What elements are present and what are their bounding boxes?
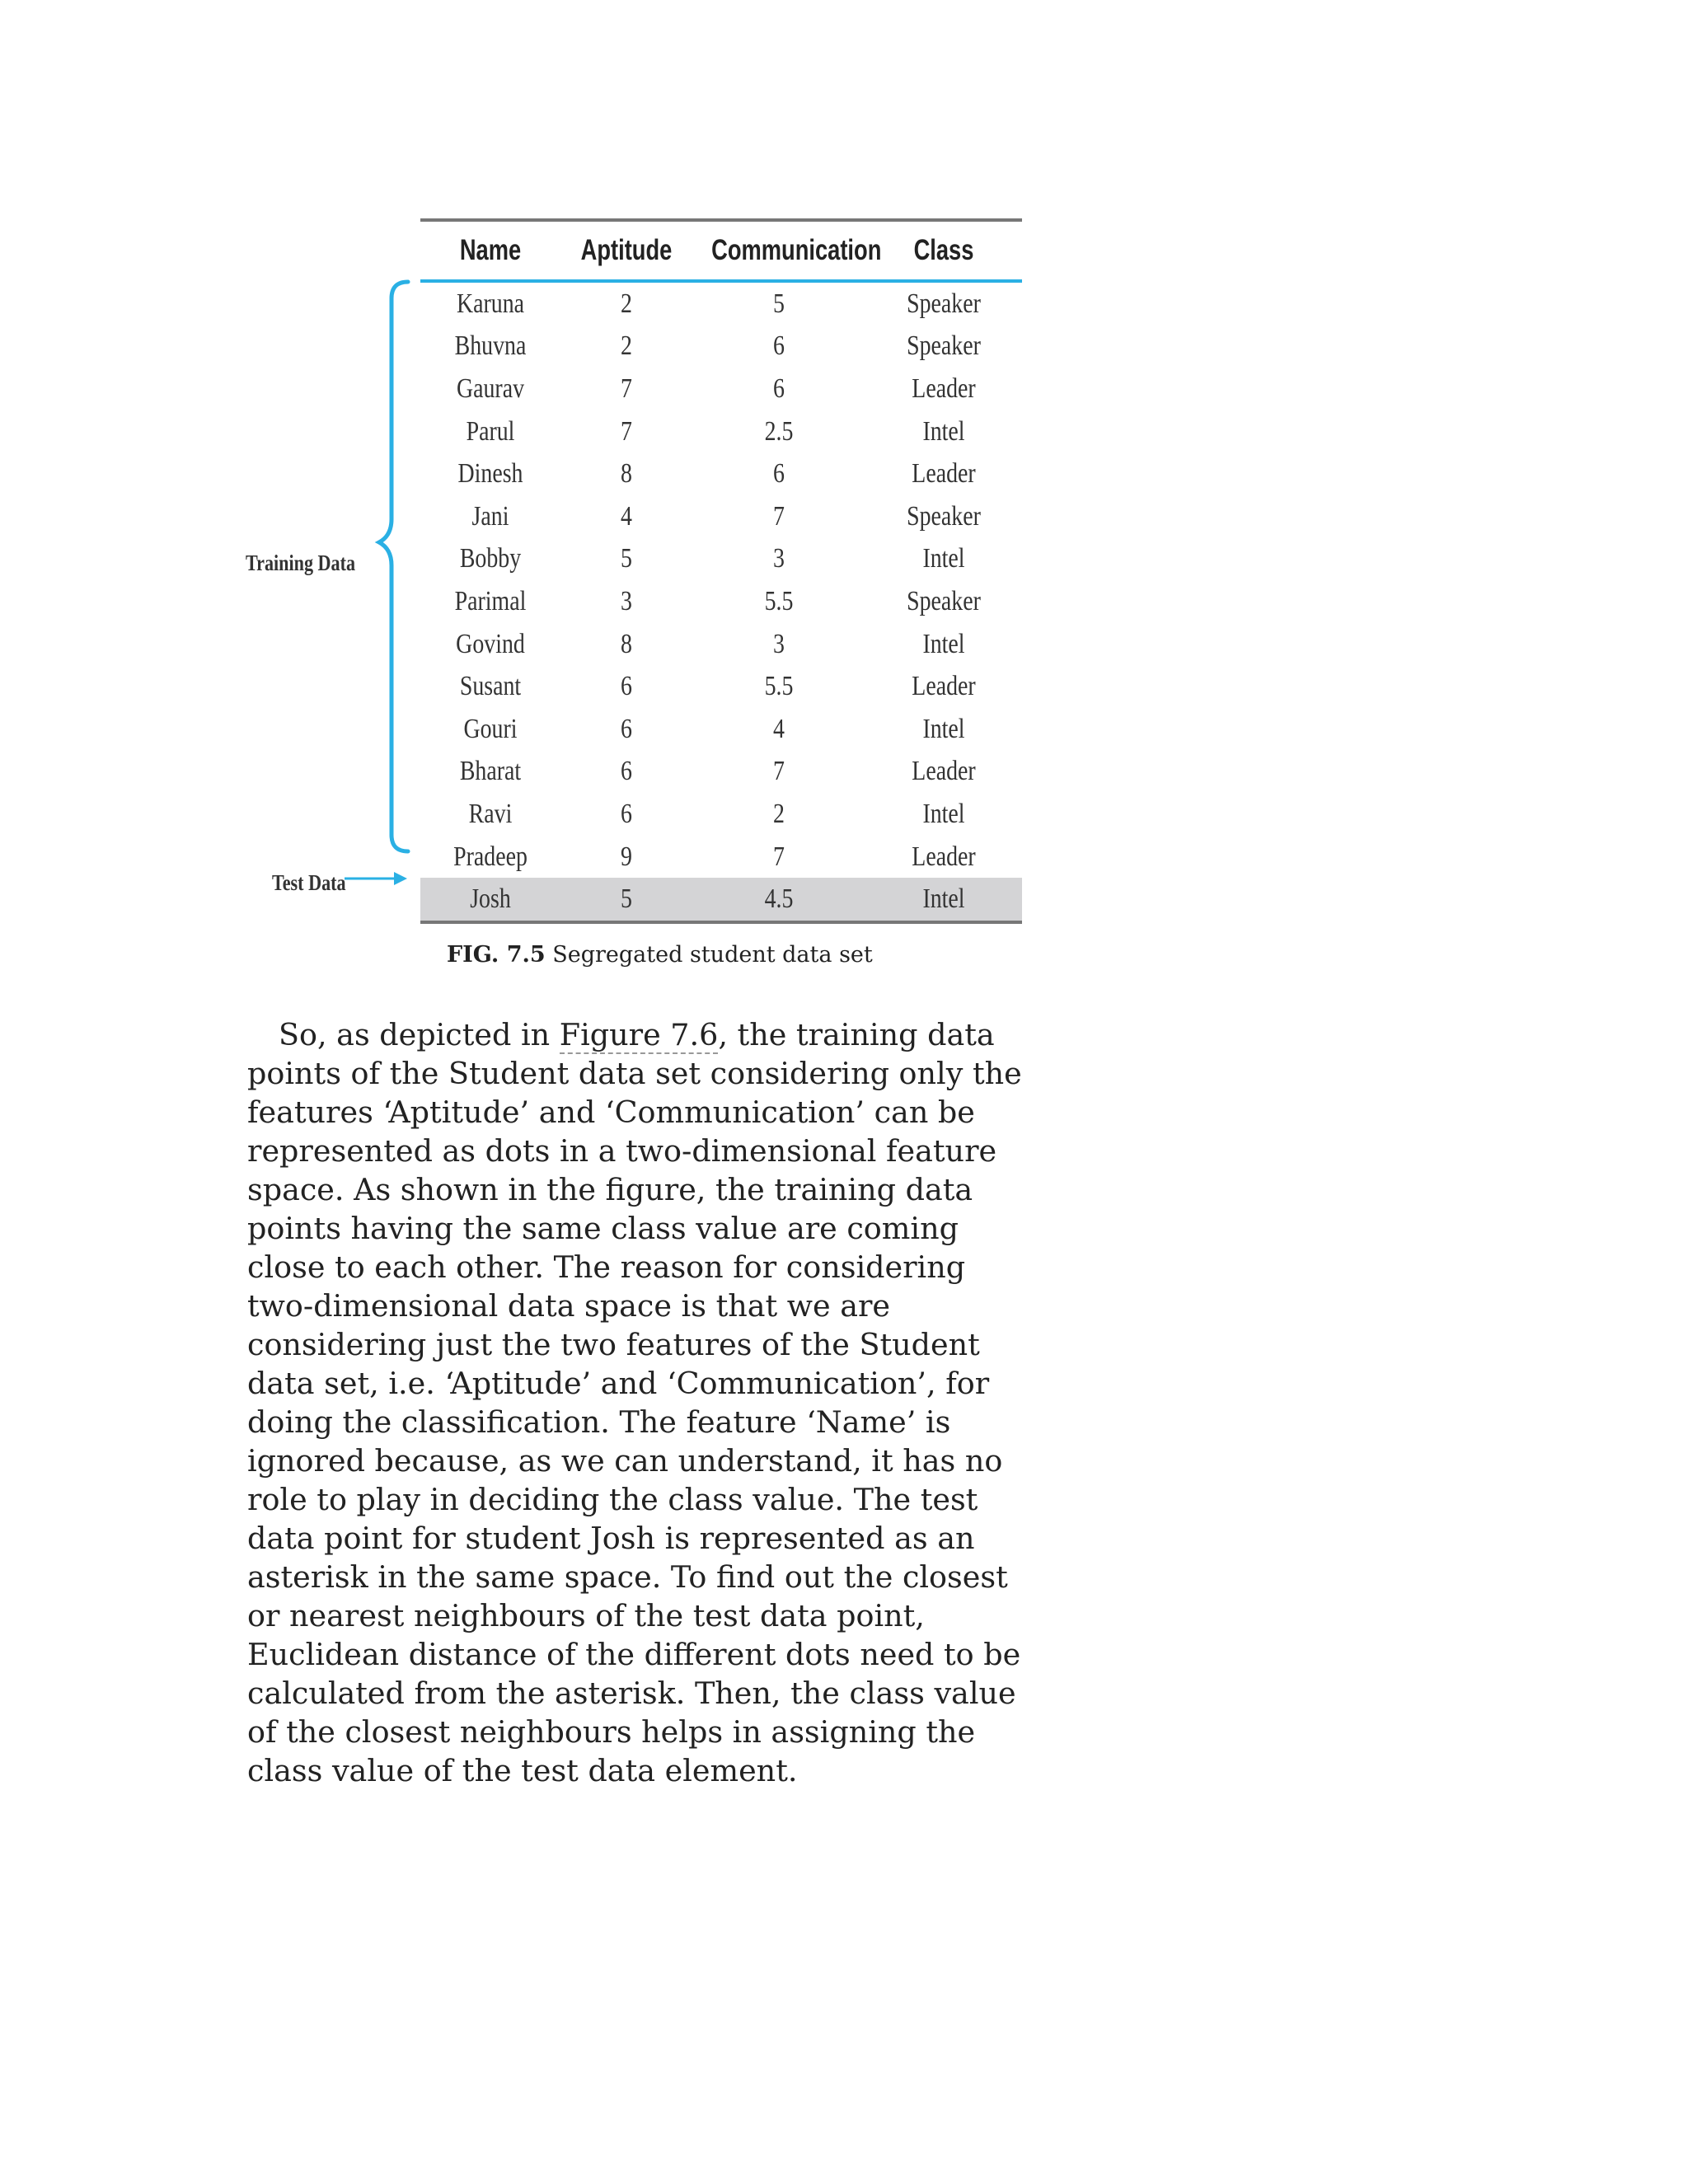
table-cell: Speaker xyxy=(907,330,981,362)
table-cell: 3 xyxy=(773,628,785,659)
test-arrow-icon xyxy=(345,869,410,888)
table-cell: 4.5 xyxy=(764,883,794,915)
table-bottom-rule xyxy=(420,921,1022,924)
table-cell: Josh xyxy=(470,883,511,915)
table-cell: Intel xyxy=(922,713,965,744)
table-row xyxy=(420,623,1022,666)
table-cell: Leader xyxy=(912,756,976,787)
table-cell: 7 xyxy=(773,756,785,787)
figure-number: FIG. 7.5 xyxy=(447,942,546,968)
figure-caption xyxy=(447,942,873,968)
table-cell: Gaurav xyxy=(456,373,525,404)
table-cell: 5 xyxy=(621,883,632,915)
body-paragraph xyxy=(247,1015,1022,1790)
table-cell: 6 xyxy=(773,458,785,490)
table-row xyxy=(420,708,1022,751)
training-data-label: Training Data xyxy=(246,551,356,575)
column-header-communication: Communication xyxy=(711,234,882,266)
paragraph-text-rest: , the training data points of the Student data set considering only the features ‘Aptitude’ and ‘Communication’ can be represented as dots in a two-dimensional feature space. As shown in the figure, the training data points having the same class value are coming close to each other. The reason for considering two-dimensional data space is that we are considering just the two features of the Student data set, i.e. ‘Aptitude’ and ‘Communication’, for doing the classification. The feature ‘Name’ is ignored because, as we can understand, it has no role to play in deciding the class value. The test data point for student Josh is represented as an asterisk in the same space. To find out the closest or nearest neighbours of the test data point, Euclidean distance of the different dots need to be calculated from the asterisk. Then, the class value of the closest neighbours helps in assigning the class value of the test data element. xyxy=(247,1017,1022,1788)
table-cell: Jani xyxy=(471,500,509,532)
table-cell: Bharat xyxy=(459,756,522,787)
table-cell: 8 xyxy=(621,458,632,490)
table-cell: 5 xyxy=(773,288,785,319)
table-cell: Parul xyxy=(466,415,515,447)
paragraph-text-start: So, as depicted in xyxy=(279,1017,560,1052)
table-cell: Speaker xyxy=(907,500,981,532)
table-cell: 6 xyxy=(621,713,632,744)
table-cell: 5.5 xyxy=(764,585,794,616)
training-brace-icon xyxy=(223,214,429,940)
table-row xyxy=(420,368,1022,410)
column-header-class: Class xyxy=(913,234,974,266)
table-cell: Dinesh xyxy=(457,458,523,490)
test-data-label: Test Data xyxy=(272,870,346,895)
table-cell: Bhuvna xyxy=(454,330,527,362)
test-row xyxy=(420,878,1022,921)
table-row xyxy=(420,580,1022,623)
table-cell: Pradeep xyxy=(453,841,528,872)
table-cell: 7 xyxy=(773,500,785,532)
table-cell: Speaker xyxy=(907,288,981,319)
table-row xyxy=(420,452,1022,495)
table-cell: 2 xyxy=(621,330,632,362)
table-cell: Gouri xyxy=(463,713,518,744)
table-cell: 6 xyxy=(621,798,632,829)
table-cell: Intel xyxy=(922,415,965,447)
table-cell: 3 xyxy=(621,585,632,616)
table-cell: Intel xyxy=(922,798,965,829)
table-cell: Leader xyxy=(912,373,976,404)
table-row xyxy=(420,538,1022,581)
table-cell: Ravi xyxy=(468,798,513,829)
table-row xyxy=(420,836,1022,879)
table-row xyxy=(420,793,1022,836)
table-cell: Govind xyxy=(456,628,525,659)
table-cell: 7 xyxy=(621,415,632,447)
table-header-row xyxy=(420,222,1022,283)
table-cell: 6 xyxy=(773,373,785,404)
table-cell: Leader xyxy=(912,671,976,702)
column-header-aptitude: Aptitude xyxy=(580,234,673,266)
figure-segregated-data xyxy=(223,214,1039,940)
table-cell: 6 xyxy=(773,330,785,362)
table-row xyxy=(420,283,1022,326)
table-cell: Intel xyxy=(922,628,965,659)
table-cell: 2.5 xyxy=(764,415,794,447)
table-cell: 7 xyxy=(621,373,632,404)
table-cell: Bobby xyxy=(459,543,522,574)
table-cell: Intel xyxy=(922,883,965,915)
table-cell: 5.5 xyxy=(764,671,794,702)
table-cell: 6 xyxy=(621,756,632,787)
table-cell: Speaker xyxy=(907,585,981,616)
training-rows xyxy=(420,283,1022,878)
table-cell: 2 xyxy=(621,288,632,319)
caption-text: Segregated student data set xyxy=(545,942,873,968)
table-row xyxy=(420,495,1022,538)
table-cell: 8 xyxy=(621,628,632,659)
table-row xyxy=(420,751,1022,794)
student-data-table xyxy=(420,218,1022,924)
table-cell: Parimal xyxy=(454,585,527,616)
table-cell: 6 xyxy=(621,671,632,702)
table-cell: 9 xyxy=(621,841,632,872)
table-cell: Leader xyxy=(912,458,976,490)
table-cell: 4 xyxy=(773,713,785,744)
table-cell: 5 xyxy=(621,543,632,574)
table-cell: 4 xyxy=(621,500,632,532)
table-cell: Susant xyxy=(459,671,522,702)
table-row xyxy=(420,326,1022,368)
table-cell: Leader xyxy=(912,841,976,872)
table-row xyxy=(420,665,1022,708)
table-cell: Karuna xyxy=(456,288,525,319)
table-cell: 7 xyxy=(773,841,785,872)
column-header-name: Name xyxy=(459,234,522,266)
table-cell: 3 xyxy=(773,543,785,574)
figure-7-6-link[interactable]: Figure 7.6 xyxy=(559,1017,719,1052)
table-cell: Intel xyxy=(922,543,965,574)
table-row xyxy=(420,410,1022,453)
table-cell: 2 xyxy=(773,798,785,829)
